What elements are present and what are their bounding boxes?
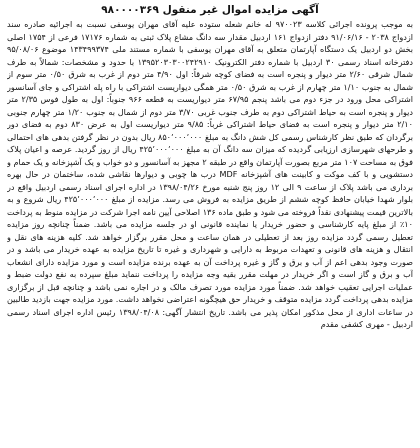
notice-title: آگهی مزایده اموال غیر منقول ۹۸۰۰۰۰۳۶۹ [101,4,319,16]
notice-body: به موجب پرونده اجرائی کلاسه ۹۷۰۰۲۳ له خانم شعله ستوده علیه آقای مهران یوسفی نسبت به اجرائیه صادره سند ازدواج ۲۰۳۸ - ۹۱/۰۶/۱۶ دفتر ازدواج ۱۶۱ اردبیل مقدار سه دانگ مشاع پلاک ثبتی به شماره ۱۷۱۷۶ فرعی از ۱۷۵۴ اصلی بخش دو اردبیل یک دستگاه آپارتمان متعلق به آقای مهران یوسفی با شماره مستند ملی ۱۴۳۴۹۹۳۷۴ موضوع ۹۵/۰۸/۰۶ دفترخانه اسناد رسمی ۳۰ اردبیل با شماره دفتر الکترونیک ۱۳۹۵۲۰۳۰۳۰۰۲۴۲۹۱۰ با حدود و مشخصات: شمالاً به طرف شمال شرقی ۲/۶۰ متر دیوار و پنجره است به فضای کوچه شرقاً: اول ۴/۹۰ متر دوم از غرب به شرق ۰/۵۰ متر سوم از شمال به جنوب ۱/۱۰ متر چهارم از غرب به شرق ۰/۵۰ متر همگی دیواریست اشتراکی با راه پله اشتراکی و جای آسانسور اشتراکی محل ورود در جزء دوم می باشد پنجم ۶۷/۹۵ متر دیواریست به قطعه ۹۶۶ جنوباً: اول به طول فوس ۲/۳۵ متر دیوار و پنجره است به حیاط اشتراکی دوم به طرف جنوب غربی ۳/۷۰ متر دوم از شمال به جنوب ۱/۲۰ متر چهارم جنوبی ۲/۱۰ متر دیوار و پنجره است به فضای حیاط اشتراکی غرباً: ۹/۸۵ متر دیواریست اول به عرض ۸۳۰ دوم به فضای دور برگردان که طبق نظر کارشناس رسمی کل شش دانگ به مبلغ ۸۵۰٬۰۰۰٬۰۰۰ ریال بدون در نظر گرفتن بدهی های احتمالی و طرحهای شهرسازی ارزیابی گردیده که میزان سه دانگ آن به مبلغ ۴۲۵٬۰۰۰٬۰۰۰ ریال از روز گردید. عرصه و اعیان پلاک فوق به مساحت ۱۰۷ متر مربع بصورت آپارتمان واقع در طبقه ۲ مجهز به آسانسور و دو خواب و یک آشپزخانه و یک حمام و دستشویی و با کف موکت و کابینت های آشپزخانه MDF درب ها چوبی و دیوارها نقاشی شده، ساختمان در حال بهره برداری می باشد پلاک از ساعت ۹ الی ۱۲ روز پنج شنبه مورخ ۱۳۹۸/۰۴/۲۶ در اداره اجرای اسناد رسمی اردبیل واقع در بلوار شهدا خیابان حافظ کوچه ششم از طریق مزایده به فروش می رسد. مزایده از مبلغ ۴۲۵٬۰۰۰٬۰۰۰ ریال شروع و به بالاترین قیمت پیشنهادی نقداً فروخته می شود و طبق ماده ۱۳۶ اصلاحی آیین نامه اجرا شرکت در مزایده منوط به پرداخت ۱۰٪ از مبلغ پایه کارشناسی و حضور خریدار یا نماینده قانونی او در جلسه مزایده می باشد. ضمناً چنانچه روز مزایده تعطیل رسمی گردد مزایده روز بعد از تعطیلی در همان ساعت و محل مقرر برگزار خواهد شد. کلیه هزینه های نقل و انتقال و هزینه های قانونی و تعهدات مربوط به دارایی و شهرداری و غیره تا تاریخ مزایده به عهده خریدار می باشد و در صورت وجود بدهی اعم از آب و برق و گاز و غیره پرداخت آن به عهده برنده مزایده است و مورد مزایده دارای انشعاب آب و برق و گاز است و اگر خریدار در مهلت مقرر بقیه وجه مزایده را پرداخت ننماید مبلغ سپرده به نفع دولت ضبط و عملیات اجرایی تعقیب خواهد شد. ضمناً مورد مزایده مورد تصرف مالک و در اجاره نمی باشد و چنانچه قبل از برگزاری مزایده بدهی پرداخت گردد مزایده متوقف و خریدار حق هیچگونه اعتراضی نخواهد داشت. مورد مزایده جهت بازدید طالبین در ساعات اداری از محل مذکور امکان پذیر می باشد. تاریخ انتشار آگهی: ۱۳۹۸/۰۴/۰۸ رئیس اداره اجرای اسناد رسمی اردبیل - مهری کشفی مقدم [7,19,413,329]
